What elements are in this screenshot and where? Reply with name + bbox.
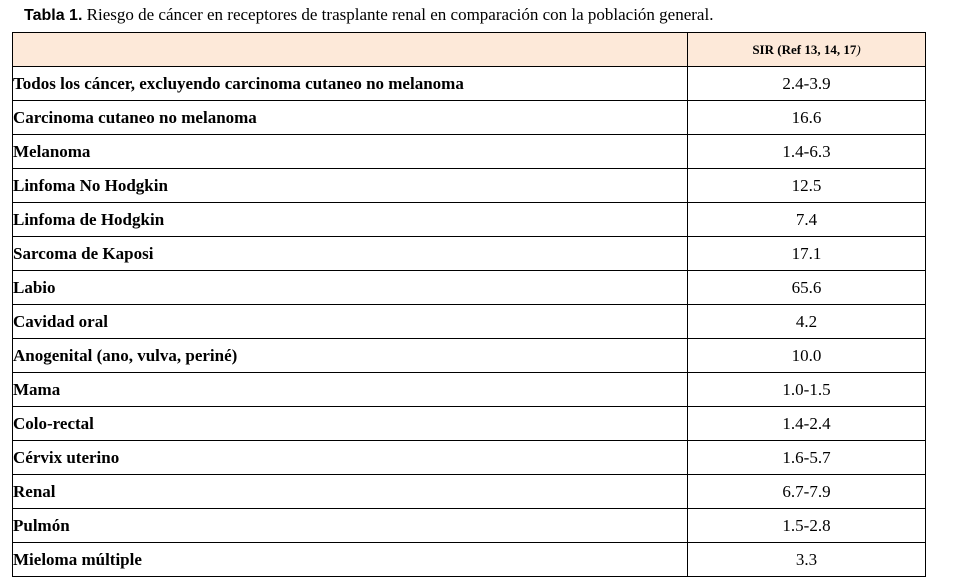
sir-value-cell: 2.4-3.9 [688,67,926,101]
sir-value-cell: 1.5-2.8 [688,509,926,543]
table-row [13,135,926,169]
cancer-type-cell: Linfoma de Hodgkin [13,203,688,237]
cancer-type-cell: Carcinoma cutaneo no melanoma [13,101,688,135]
table-row [13,203,926,237]
sir-value-cell: 3.3 [688,543,926,577]
table-header-row [13,33,926,67]
sir-value-cell: 12.5 [688,169,926,203]
sir-value-cell: 17.1 [688,237,926,271]
table-row [13,67,926,101]
table-row [13,271,926,305]
cancer-type-cell: Colo-rectal [13,407,688,441]
cancer-type-cell: Mieloma múltiple [13,543,688,577]
table-caption [24,4,713,27]
sir-value-cell: 65.6 [688,271,926,305]
table-body [13,67,926,577]
sir-value-cell: 10.0 [688,339,926,373]
cancer-type-cell: Pulmón [13,509,688,543]
table-row [13,305,926,339]
table-row [13,509,926,543]
table-header [13,33,926,67]
table-row [13,237,926,271]
sir-value-cell: 4.2 [688,305,926,339]
table-row [13,373,926,407]
cancer-type-cell: Linfoma No Hodgkin [13,169,688,203]
sir-value-cell: 1.4-2.4 [688,407,926,441]
header-cell-category [13,33,688,67]
table-row [13,475,926,509]
table-row [13,543,926,577]
cancer-type-cell: Renal [13,475,688,509]
sir-value-cell: 16.6 [688,101,926,135]
cancer-type-cell: Cérvix uterino [13,441,688,475]
cancer-type-cell: Anogenital (ano, vulva, periné) [13,339,688,373]
sir-value-cell: 1.4-6.3 [688,135,926,169]
cancer-type-cell: Mama [13,373,688,407]
header-cell-sir [688,33,926,67]
table-row [13,101,926,135]
sir-value-cell: 1.0-1.5 [688,373,926,407]
cancer-type-cell: Todos los cáncer, excluyendo carcinoma cutaneo no melanoma [13,67,688,101]
cancer-type-cell: Sarcoma de Kaposi [13,237,688,271]
sir-value-cell: 6.7-7.9 [688,475,926,509]
table-row [13,407,926,441]
cancer-risk-table [12,32,926,577]
table-caption-label: Tabla 1. [24,7,83,24]
cancer-type-cell: Cavidad oral [13,305,688,339]
table-caption-text: Riesgo de cáncer en receptores de trasplante renal en comparación con la población general. [86,5,714,24]
table-row [13,169,926,203]
sir-value-cell: 7.4 [688,203,926,237]
header-sir-suffix: ) [856,41,861,57]
table-row [13,339,926,373]
header-sir-label: SIR (Ref 13, 14, 17 [752,41,857,57]
table-row [13,441,926,475]
cancer-type-cell: Labio [13,271,688,305]
sir-value-cell: 1.6-5.7 [688,441,926,475]
cancer-type-cell: Melanoma [13,135,688,169]
